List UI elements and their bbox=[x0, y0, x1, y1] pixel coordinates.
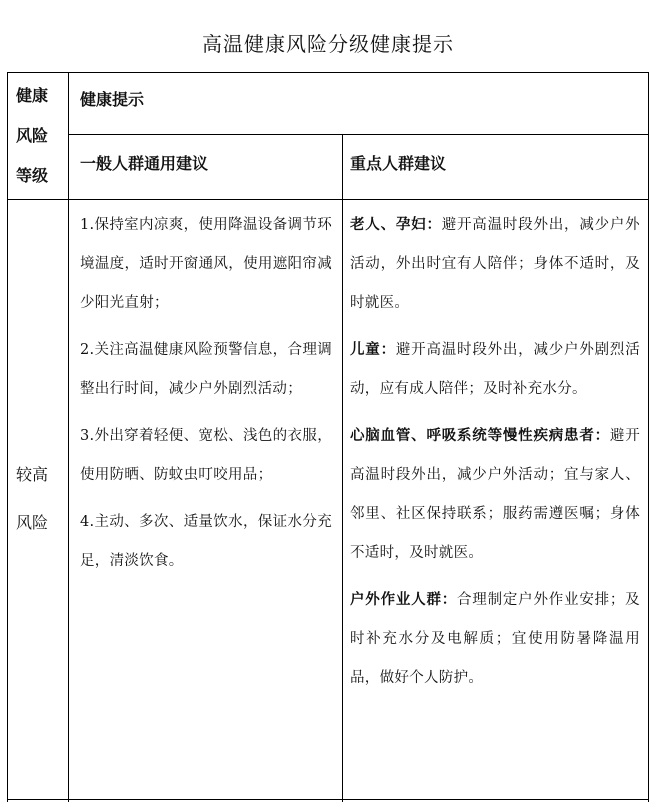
general-advice-header: 一般人群通用建议 bbox=[80, 154, 209, 173]
general-advice-item: 1.保持室内凉爽，使用降温设备调节环境温度，适时开窗通风，使用遮阳帘减少阳光直射； bbox=[80, 217, 332, 311]
page-title: 高温健康风险分级健康提示 bbox=[202, 32, 454, 56]
key-groups-header: 重点人群建议 bbox=[350, 154, 447, 173]
key-group-name: 老人、孕妇： bbox=[350, 217, 442, 233]
risk-level-header-line: 等级 bbox=[16, 166, 49, 185]
health-tips-header: 健康提示 bbox=[80, 90, 145, 109]
key-group-item bbox=[350, 331, 640, 409]
table-border-bottom bbox=[7, 799, 649, 800]
key-group-text: 合理制定户外作业安排；及时补充水分及电解质；宜使用防暑降温用品，做好个人防护。 bbox=[350, 592, 640, 686]
subheader-column-divider bbox=[342, 134, 343, 802]
key-group-name: 户外作业人群： bbox=[350, 592, 458, 608]
level-column-divider bbox=[68, 72, 69, 802]
key-group-text: 避开高温时段外出，减少户外剧烈活动，应有成人陪伴；及时补充水分。 bbox=[350, 342, 640, 397]
key-group-item bbox=[350, 581, 640, 698]
risk-level-value bbox=[8, 451, 68, 547]
key-group-name: 心脑血管、呼吸系统等慢性疾病患者： bbox=[350, 428, 610, 444]
general-advice-item: 2.关注高温健康风险预警信息，合理调整出行时间，减少户外剧烈活动； bbox=[80, 342, 332, 397]
key-group-name: 儿童： bbox=[350, 342, 396, 358]
general-advice-cell bbox=[80, 206, 332, 589]
key-group-text: 避开高温时段外出，减少户外活动；宜与家人、邻里、社区保持联系；服药需遵医嘱；身体不适时，及时就医。 bbox=[350, 428, 640, 561]
key-groups-cell bbox=[350, 206, 640, 706]
risk-level-header-line: 健康 bbox=[16, 86, 49, 105]
table-border-top bbox=[7, 72, 649, 73]
header-bottom-divider bbox=[7, 199, 649, 200]
general-advice-item: 4.主动、多次、适量饮水，保证水分充足，清淡饮食。 bbox=[80, 514, 332, 569]
risk-level-header-line: 风险 bbox=[16, 126, 49, 145]
risk-level-header bbox=[8, 76, 60, 196]
general-advice-item: 3.外出穿着轻便、宽松、浅色的衣服，使用防晒、防蚊虫叮咬用品； bbox=[80, 428, 332, 483]
header-row-divider bbox=[68, 134, 649, 135]
key-group-item bbox=[350, 206, 640, 323]
risk-level-line: 较高 bbox=[16, 465, 49, 484]
key-group-item bbox=[350, 417, 640, 573]
risk-level-line: 风险 bbox=[16, 513, 49, 532]
table-border-right bbox=[648, 72, 649, 802]
key-group-text: 避开高温时段外出，减少户外活动，外出时宜有人陪伴；身体不适时，及时就医。 bbox=[350, 217, 640, 311]
